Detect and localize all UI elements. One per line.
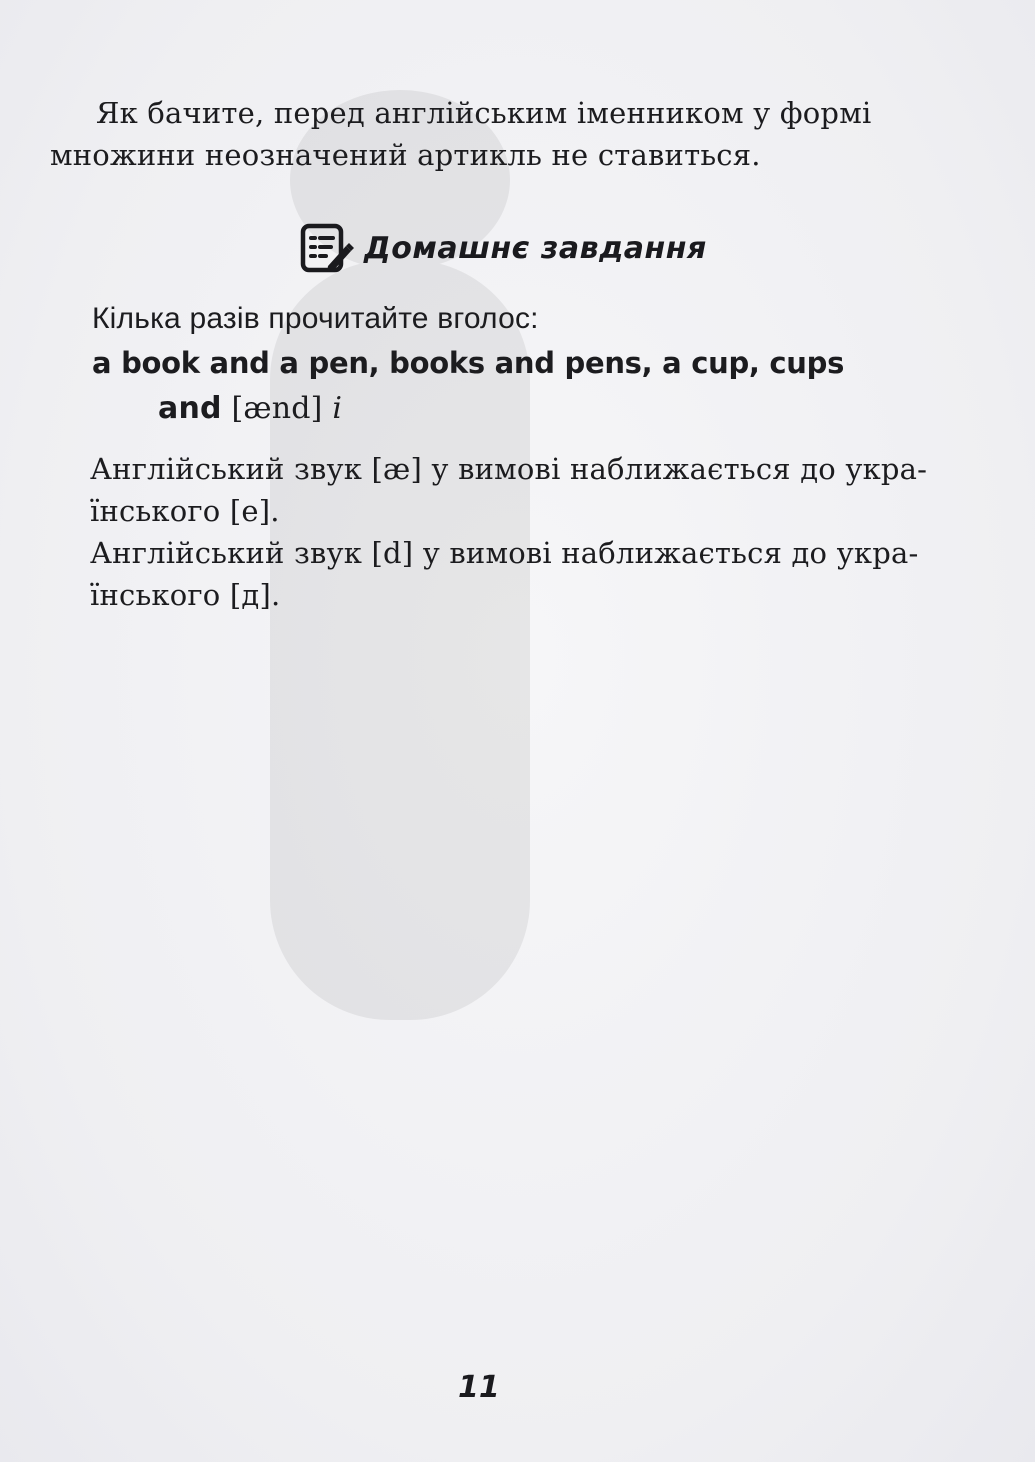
vocabulary-word: and [158, 391, 222, 426]
page-number: 11 [458, 1370, 500, 1405]
pronunciation-note-2 [90, 532, 950, 616]
vocabulary-entry [158, 388, 342, 430]
homework-title: Домашнє завдання [364, 230, 707, 266]
intro-line-1: Як бачите, перед англійським іменником у формі [96, 96, 872, 130]
intro-line-2: множини неозначений артикль не ставиться. [50, 138, 761, 172]
pronunciation-note-1 [90, 448, 950, 532]
homework-notebook-pencil-icon [298, 220, 354, 276]
instruction-text: Кілька разів прочитайте вголос: [92, 302, 539, 335]
vocabulary-translation: і [332, 391, 343, 426]
practice-phrase: a book and a pen, books and pens, a cup, cups [92, 346, 845, 380]
intro-paragraph [50, 92, 950, 176]
homework-heading [298, 218, 707, 278]
note-1-line-1: Англійський звук [æ] у вимові наближається до укра- [90, 452, 928, 486]
note-2-line-1: Англійський звук [d] у вимові наближається до укра- [90, 536, 919, 570]
vocabulary-transcription: [ænd] [231, 391, 323, 426]
note-1-line-2: їнського [е]. [90, 494, 280, 528]
note-2-line-2: їнського [д]. [90, 578, 281, 612]
